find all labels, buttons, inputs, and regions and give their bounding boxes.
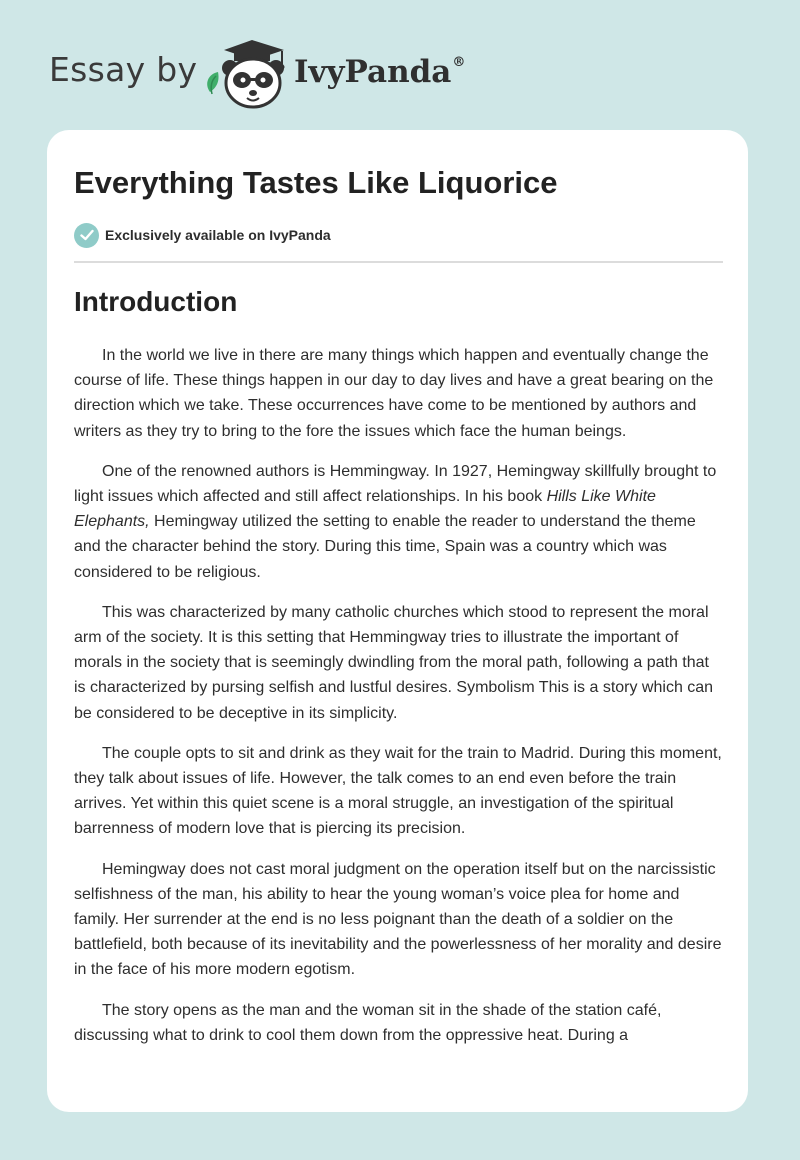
exclusive-badge <box>74 222 331 248</box>
paragraph-text: One of the renowned authors is Hemmingway. In 1927, Hemingway skillfully brought to light issues which affected and still affect relationships. In his book <box>74 462 717 506</box>
site-header <box>0 0 800 130</box>
checkmark-icon <box>74 223 99 248</box>
paragraph: The story opens as the man and the woman sit in the shade of the station café, discussing what to drink to cool them down from the oppressive heat. During a <box>74 1001 662 1044</box>
essay-card <box>47 130 748 1112</box>
paragraph: In the world we live in there are many things which happen and eventually change the course of life. These things happen in our day to day lives and have a great bearing on the direction which we take. These occurrences have come to be mentioned by authors and writers as they try to bring to the fore the issues which face the human beings. <box>74 347 714 440</box>
title-divider <box>74 261 723 263</box>
paragraph-text: Hemingway utilized the setting to enable the reader to understand the theme and the character behind the story. During this time, Spain was a country which was considered to be religious. <box>74 513 696 581</box>
paragraph: The couple opts to sit and drink as they wait for the train to Madrid. During this moment, they talk about issues of life. However, the talk comes to an end even before the train arrives. Yet within this quiet scene is a moral struggle, an investigation of the spiritual barrenness of modern love that is piercing its precision. <box>74 744 722 838</box>
ivypanda-brand[interactable]: IvyPanda® <box>294 54 466 90</box>
section-heading-introduction: Introduction <box>74 286 238 317</box>
essay-title: Everything Tastes Like Liquorice <box>74 165 558 200</box>
book-title: Hills Like White Elephants, <box>74 488 656 531</box>
paragraph: This was characterized by many catholic churches which stood to represent the moral arm of the society. It is this setting that Hemmingway tries to illustrate the important of morals in the society that is seemingly dwindling from the moral path, following a path that is characterized by pursing selfish and lustful desires. Symbolism This is a story which can be considered to be deceptive in its simplicity. <box>74 603 714 722</box>
registered-mark: ® <box>452 55 466 70</box>
paragraph: Hemingway does not cast moral judgment on the operation itself but on the narcissistic selfishness of the man, his ability to hear the young woman’s voice plea for home and family. Her surrender at the end is no less poignant than the death of a soldier on the battlefield, both because of its inevitability and the powerlessness of her morality and desire in the face of his more modern egotism. <box>74 860 722 979</box>
essay-by-label: Essay by <box>49 50 198 89</box>
panda-logo-icon[interactable] <box>200 36 292 110</box>
exclusive-badge-label: Exclusively available on IvyPanda <box>105 227 331 243</box>
essay-body <box>74 343 724 1063</box>
paragraph <box>74 459 724 585</box>
